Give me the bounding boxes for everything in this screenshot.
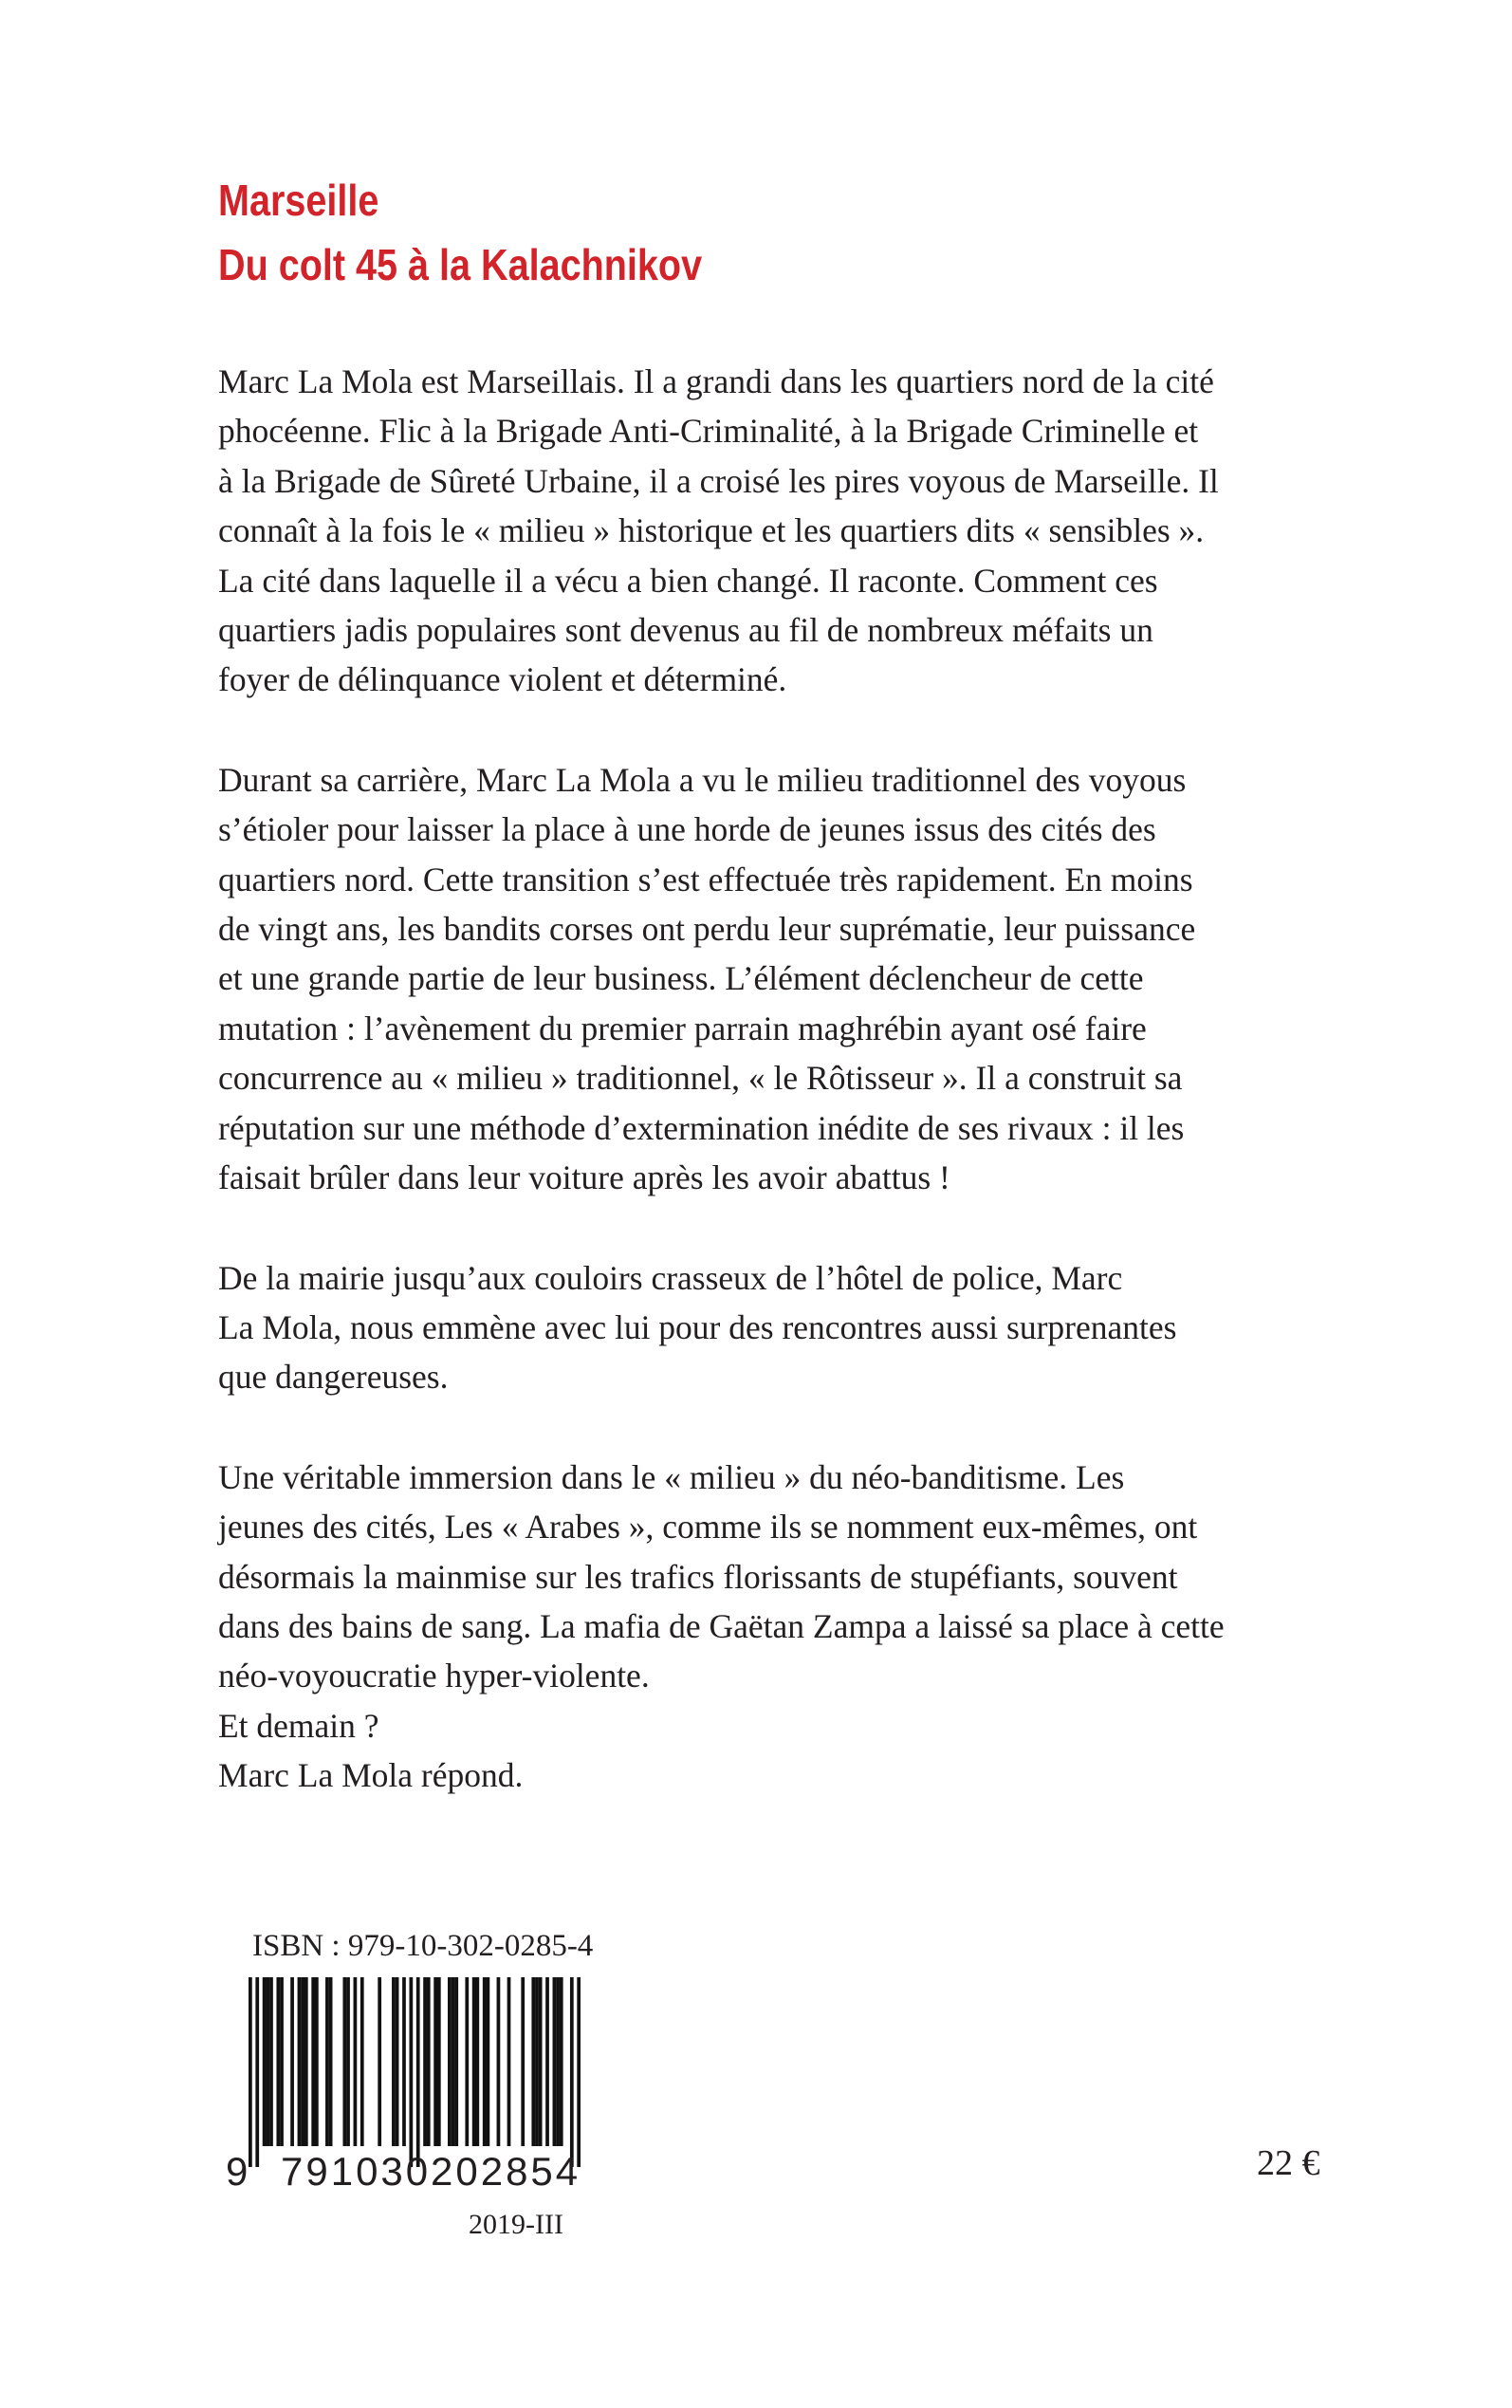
- edition-code: 2019-III: [469, 2209, 563, 2240]
- text-line: Une véritable immersion dans le « milieu » du néo-banditisme. Les: [218, 1457, 1125, 1496]
- barcode-bar: [396, 1977, 399, 2146]
- barcode-bar: [545, 1977, 549, 2146]
- text-line: phocéenne. Flic à la Brigade Anti-Criminalité, à la Brigade Criminelle et: [218, 412, 1199, 451]
- barcode-bar: [304, 1977, 308, 2146]
- text-line: désormais la mainmise sur les trafics florissants de stupéfiants, souvent: [218, 1557, 1178, 1596]
- text-line: dans des bains de sang. La mafia de Gaëtan Zampa a laissé sa place à cette: [218, 1606, 1225, 1645]
- text-line: concurrence au « milieu » traditionnel, « le Rôtisseur ». Il a construit sa: [218, 1059, 1183, 1098]
- text-line: réputation sur une méthode d’extermination inédite de ses rivaux : il les: [218, 1108, 1185, 1147]
- text-line: s’étioler pour laisser la place à une horde de jeunes issus des cités des: [218, 810, 1156, 849]
- barcode-bar: [301, 1977, 304, 2146]
- text-line: Marc La Mola est Marseillais. Il a grandi dans les quartiers nord de la cité: [218, 362, 1214, 400]
- text-line: à la Brigade de Sûreté Urbaine, il a croisé les pires voyous de Marseille. Il: [218, 461, 1219, 500]
- barcode-bar: [487, 1977, 490, 2146]
- barcode-bar: [346, 1977, 350, 2146]
- barcode-bar: [465, 1977, 469, 2146]
- text-line: et une grande partie de leur business. L’élément déclencheur de cette: [218, 959, 1144, 998]
- barcode-bar: [448, 1977, 452, 2146]
- barcode-bar: [360, 1977, 364, 2146]
- barcode-bar: [280, 1977, 284, 2146]
- barcode-guard-bar: [416, 1977, 420, 2167]
- text-line: quartiers nord. Cette transition s’est effectuée très rapidement. En moins: [218, 860, 1193, 898]
- barcode-bar: [556, 1977, 560, 2146]
- text-line: mutation : l’avènement du premier parrain maghrébin ayant osé faire: [218, 1009, 1147, 1047]
- blurb-paragraph-1: [218, 357, 1320, 705]
- text-line: Et demain ?: [218, 1706, 379, 1745]
- barcode-bar: [342, 1977, 346, 2146]
- barcode-bar: [311, 1977, 315, 2146]
- barcode-bar: [433, 1977, 437, 2146]
- barcode-bar: [290, 1977, 294, 2146]
- barcode-bar: [535, 1977, 539, 2146]
- text-line: néo-voyoucratie hyper-violente.: [218, 1657, 650, 1695]
- barcode-bar: [553, 1977, 557, 2146]
- barcode-bar: [560, 1977, 563, 2146]
- blurb-paragraph-2: [218, 755, 1320, 1203]
- barcode-guard-bar: [577, 1977, 581, 2167]
- barcode-first-digit: 9: [226, 2149, 249, 2194]
- barcode-bar: [475, 1977, 479, 2146]
- barcode-bar: [354, 1977, 358, 2146]
- barcode-bar: [454, 1977, 458, 2146]
- barcode-guard-bar: [570, 1977, 574, 2167]
- barcode-bar: [315, 1977, 319, 2146]
- blurb: [218, 357, 1320, 1801]
- barcode-bar: [378, 1977, 381, 2146]
- barcode-right-group: 202854: [431, 2149, 581, 2194]
- barcode-bar: [298, 1977, 302, 2146]
- text-line: jeunes des cités, Les « Arabes », comme ils se nomment eux-mêmes, ont: [218, 1508, 1198, 1547]
- barcode-image: [249, 1977, 581, 2167]
- barcode-bar: [521, 1977, 525, 2146]
- barcode-bar: [266, 1977, 269, 2146]
- barcode-bar: [437, 1977, 441, 2146]
- book-title: Marseille: [218, 176, 379, 225]
- text-line: de vingt ans, les bandits corses ont perdu leur suprématie, leur puissance: [218, 910, 1196, 949]
- blurb-paragraph-3: [218, 1253, 1320, 1402]
- barcode-bar: [472, 1977, 476, 2146]
- barcode-bar: [325, 1977, 329, 2146]
- barcode-bar: [402, 1977, 406, 2146]
- barcode-bar: [427, 1977, 431, 2146]
- barcode-bar: [423, 1977, 427, 2146]
- barcode-bar: [507, 1977, 511, 2146]
- barcode-digits: [218, 2148, 598, 2195]
- text-line: La cité dans laquelle il a vécu a bien changé. Il raconte. Comment ces: [218, 561, 1158, 600]
- barcode-left-group: 791030: [281, 2149, 432, 2194]
- barcode-bar: [483, 1977, 487, 2146]
- text-line: que dangereuses.: [218, 1358, 449, 1397]
- text-line: De la mairie jusqu’aux couloirs crasseux de l’hôtel de police, Marc: [218, 1258, 1123, 1297]
- text-line: connaît à la fois le « milieu » historique et les quartiers dits « sensibles ».: [218, 511, 1205, 550]
- barcode-bar: [452, 1977, 455, 2146]
- barcode-bar: [329, 1977, 333, 2146]
- text-line: Durant sa carrière, Marc La Mola a vu le milieu traditionnel des voyous: [218, 760, 1187, 799]
- barcode-bar: [531, 1977, 535, 2146]
- text-line: faisait brûler dans leur voiture après les avoir abattus !: [218, 1158, 950, 1197]
- text-line: quartiers jadis populaires sont devenus au fil de nombreux méfaits un: [218, 611, 1153, 650]
- text-line: La Mola, nous emmène avec lui pour des rencontres aussi surprenantes: [218, 1307, 1177, 1346]
- barcode-bar: [497, 1977, 501, 2146]
- barcode-guard-bar: [255, 1977, 259, 2167]
- text-line: Marc La Mola répond.: [218, 1756, 524, 1795]
- isbn-label: ISBN : 979-10-302-0285-4: [252, 1929, 594, 1963]
- barcode-bar: [392, 1977, 396, 2146]
- blurb-paragraph-4: [218, 1453, 1320, 1801]
- price-label: 22 €: [1257, 2143, 1320, 2183]
- book-subtitle: Du colt 45 à la Kalachnikov: [218, 240, 703, 289]
- barcode-bar: [263, 1977, 267, 2146]
- barcode-bar: [276, 1977, 280, 2146]
- barcode-bar: [539, 1977, 543, 2146]
- text-line: foyer de délinquance violent et déterminé.: [218, 660, 787, 699]
- barcode-guard-bar: [249, 1977, 252, 2167]
- barcode-guard-bar: [409, 1977, 413, 2167]
- barcode-bar: [269, 1977, 273, 2146]
